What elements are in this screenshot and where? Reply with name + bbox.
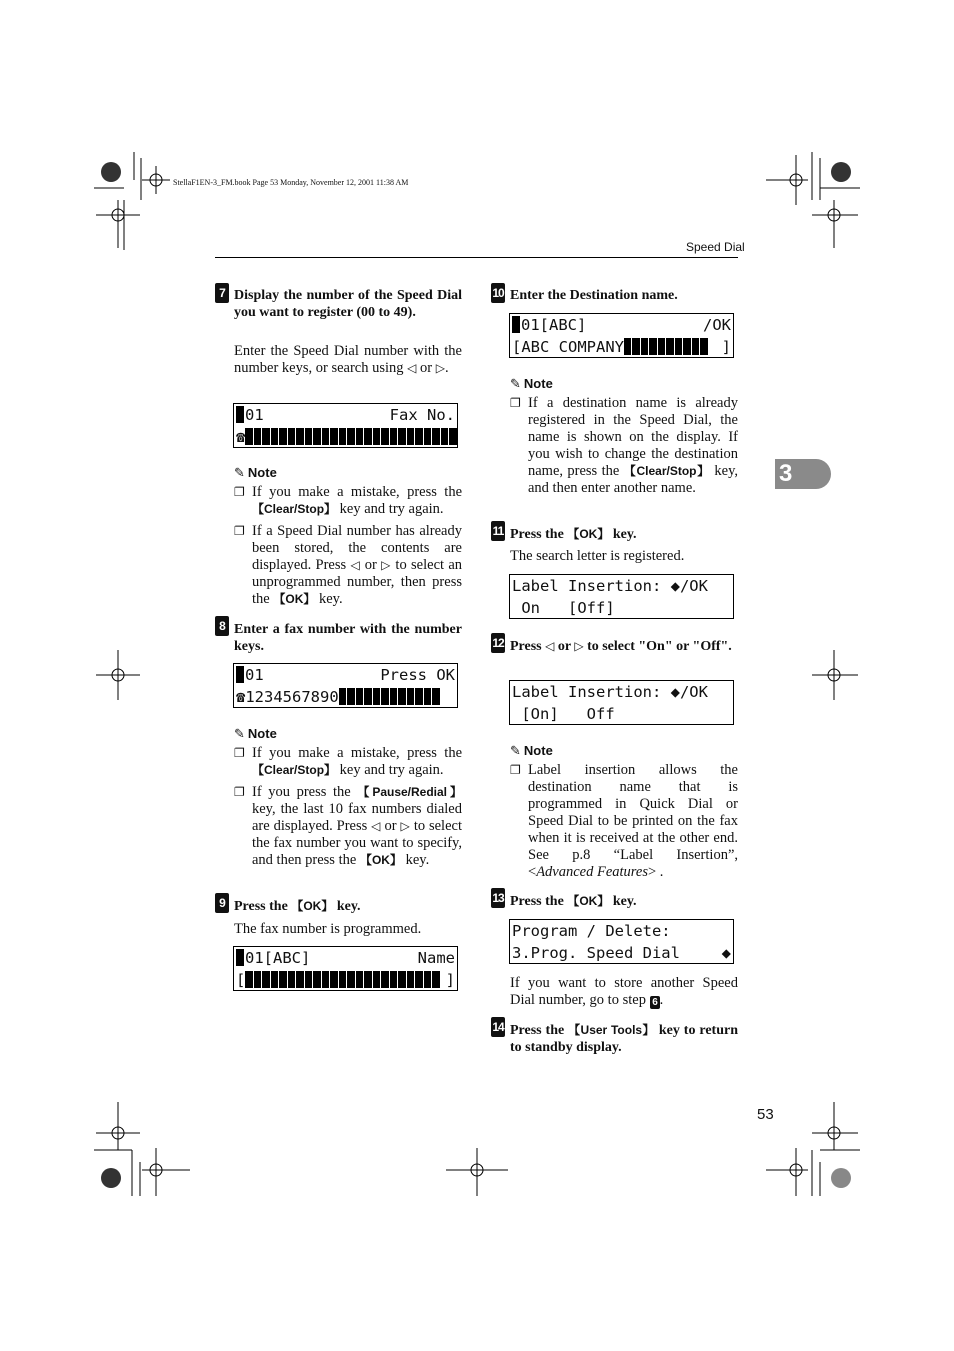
note-heading: ✎ Note xyxy=(510,376,553,392)
lcd-block xyxy=(271,971,279,988)
left-arrow-icon: ◁ xyxy=(350,558,361,572)
lcd-display: Program / Delete: 3.Prog. Speed Dial ◆ xyxy=(509,919,734,964)
lcd-display: Label Insertion: ◆/OK On [Off] xyxy=(509,574,734,619)
lcd-block xyxy=(305,428,313,445)
pencil-icon: ✎ xyxy=(510,377,521,392)
lcd-block xyxy=(245,971,253,988)
pencil-icon: ✎ xyxy=(510,744,521,759)
lcd-block xyxy=(407,688,415,705)
lcd-block xyxy=(632,338,640,355)
lcd-block xyxy=(288,971,296,988)
lcd-block xyxy=(245,428,253,445)
step7-body: Enter the Speed Dial number with the number keys, or search using ◁ or ▷. xyxy=(234,343,462,376)
chapter-number: 3 xyxy=(779,460,793,487)
lcd-block xyxy=(339,688,347,705)
lcd-block xyxy=(262,971,270,988)
note-item: ❐ If you make a mistake, press the 【 Clear/Stop 】 key and try again. xyxy=(252,484,462,518)
left-arrow-icon: ◁ xyxy=(545,639,555,653)
lcd-block xyxy=(390,688,398,705)
lcd-block xyxy=(254,971,262,988)
note-item: ❐ If you press the 【 Pause/Redial 】 key, the last 10 fax numbers dialed are displayed. Press ◁ or ▷ to select the fax number you want to specify, and then press the 【 OK 】 key. xyxy=(252,784,462,869)
checkbox-icon: ❐ xyxy=(234,785,245,799)
lcd-block xyxy=(288,428,296,445)
lcd-block xyxy=(296,971,304,988)
note-heading: ✎ Note xyxy=(510,743,553,759)
lcd-block xyxy=(373,971,381,988)
step13-body: If you want to store another Speed Dial number, go to step 6 . xyxy=(510,975,738,1008)
left-arrow-icon: ◁ xyxy=(407,361,417,375)
lcd-block xyxy=(398,428,406,445)
step8-title: Enter a fax number with the number keys. xyxy=(234,622,462,654)
lcd-block xyxy=(432,688,440,705)
step11-title: Press the 【 OK 】 key. xyxy=(510,526,738,543)
step-marker-icon: 13 xyxy=(491,888,505,908)
lcd-display: 01 Press OK ☎1234567890 xyxy=(233,663,458,708)
lcd-block xyxy=(641,338,649,355)
right-arrow-icon: ▷ xyxy=(400,819,410,833)
lcd-block xyxy=(441,428,449,445)
step-marker-icon: 9 xyxy=(215,893,229,913)
lcd-block xyxy=(347,688,355,705)
lcd-block xyxy=(649,338,657,355)
chapter-tab xyxy=(775,459,831,489)
lcd-block xyxy=(262,428,270,445)
step12-title: Press ◁ or ▷ to select "On" or "Off". xyxy=(510,639,732,654)
lcd-block xyxy=(398,688,406,705)
lcd-block xyxy=(373,688,381,705)
phone-icon: ☎ xyxy=(236,688,246,706)
lcd-block xyxy=(666,338,674,355)
lcd-block xyxy=(407,971,415,988)
lcd-block xyxy=(424,428,432,445)
step7-title: Display the number of the Speed Dial you want to register (00 to 49). xyxy=(234,288,462,320)
lcd-block xyxy=(313,428,321,445)
lcd-display: 01[ABC] Name [ ] xyxy=(233,946,458,991)
left-arrow-icon: ◁ xyxy=(371,819,381,833)
lcd-block xyxy=(381,428,389,445)
lcd-display: 01[ABC] /OK [ABC COMPANY ] xyxy=(509,313,734,358)
right-arrow-icon: ▷ xyxy=(435,361,445,375)
lcd-block xyxy=(279,428,287,445)
step13-title: Press the 【 OK 】 key. xyxy=(510,893,738,910)
lcd-block xyxy=(305,971,313,988)
lcd-block xyxy=(381,688,389,705)
lcd-block xyxy=(322,971,330,988)
running-header: Speed Dial xyxy=(686,240,745,254)
lcd-block xyxy=(356,971,364,988)
lcd-block xyxy=(415,971,423,988)
pencil-icon: ✎ xyxy=(234,466,245,481)
step10-title: Enter the Destination name. xyxy=(510,288,678,303)
note-item: ❐ If a destination name is already registered in the Speed Dial, the name is shown on the display. If you wish to change the destination name, press the 【 Clear/Stop 】 key, and then enter another name. xyxy=(528,395,738,497)
lcd-block xyxy=(449,428,457,445)
lcd-block xyxy=(339,428,347,445)
lcd-block xyxy=(415,428,423,445)
lcd-block xyxy=(313,971,321,988)
step-marker-icon: 6 xyxy=(650,996,660,1009)
note-item: ❐ If a Speed Dial number has already been stored, the contents are displayed. Press ◁ or ▷ to select an unprogrammed number, then press the 【 OK 】 key. xyxy=(252,523,462,608)
lcd-block xyxy=(330,971,338,988)
pencil-icon: ✎ xyxy=(234,727,245,742)
lcd-block xyxy=(407,428,415,445)
lcd-block xyxy=(279,971,287,988)
lcd-block xyxy=(683,338,691,355)
step-marker-icon: 14 xyxy=(491,1017,505,1037)
right-arrow-icon: ▷ xyxy=(381,558,392,572)
right-arrow-icon: ▷ xyxy=(574,639,584,653)
step-marker-icon: 11 xyxy=(491,521,505,541)
step-marker-icon: 12 xyxy=(491,633,505,653)
lcd-block xyxy=(347,971,355,988)
lcd-block xyxy=(381,971,389,988)
lcd-block xyxy=(339,971,347,988)
lcd-block xyxy=(432,971,440,988)
page-number: 53 xyxy=(757,1106,774,1123)
note-item: ❐ If you make a mistake, press the 【 Clear/Stop 】 key and try again. xyxy=(252,745,462,779)
lcd-block xyxy=(624,338,632,355)
step14-title: Press the 【 User Tools 】 key to return to standby display. xyxy=(510,1022,738,1056)
checkbox-icon: ❐ xyxy=(234,524,245,538)
lcd-block xyxy=(364,971,372,988)
lcd-block xyxy=(364,688,372,705)
step-marker-icon: 10 xyxy=(491,283,505,303)
lcd-block xyxy=(424,688,432,705)
lcd-block xyxy=(390,428,398,445)
header-rule xyxy=(215,257,738,258)
lcd-block xyxy=(424,971,432,988)
lcd-block xyxy=(364,428,372,445)
step-marker-icon: 8 xyxy=(215,616,229,636)
lcd-block xyxy=(390,971,398,988)
checkbox-icon: ❐ xyxy=(234,746,245,760)
note-heading: ✎ Note xyxy=(234,726,277,742)
lcd-block xyxy=(347,428,355,445)
lcd-block xyxy=(356,428,364,445)
lcd-block xyxy=(254,428,262,445)
lcd-block xyxy=(398,971,406,988)
phone-icon: ☎ xyxy=(236,428,246,446)
lcd-block xyxy=(415,688,423,705)
lcd-block xyxy=(330,428,338,445)
step9-body: The fax number is programmed. xyxy=(234,921,422,937)
lcd-block xyxy=(296,428,304,445)
lcd-display: Label Insertion: ◆/OK [On] Off xyxy=(509,680,734,725)
step-marker-icon: 7 xyxy=(215,283,229,303)
note-heading: ✎ Note xyxy=(234,465,277,481)
lcd-display: 01 Fax No. ☎ xyxy=(233,403,458,448)
checkbox-icon: ❐ xyxy=(510,763,521,777)
step11-body: The search letter is registered. xyxy=(510,548,685,564)
note-item: ❐ Label insertion allows the destination name that is programmed in Quick Dial or Speed Dial to be printed on the fax when it is received at the other end. See p.8 “Label Insertion”, <Advanced Features> . xyxy=(510,762,738,880)
lcd-block xyxy=(432,428,440,445)
lcd-block xyxy=(373,428,381,445)
lcd-block xyxy=(322,428,330,445)
step9-title: Press the 【 OK 】 key. xyxy=(234,898,462,915)
lcd-block xyxy=(356,688,364,705)
lcd-block xyxy=(658,338,666,355)
lcd-block xyxy=(692,338,700,355)
lcd-block xyxy=(675,338,683,355)
file-info: StellaF1EN-3_FM.book Page 53 Monday, November 12, 2001 11:38 AM xyxy=(173,178,409,187)
lcd-block xyxy=(271,428,279,445)
checkbox-icon: ❐ xyxy=(510,396,521,410)
lcd-block xyxy=(700,338,708,355)
checkbox-icon: ❐ xyxy=(234,485,245,499)
